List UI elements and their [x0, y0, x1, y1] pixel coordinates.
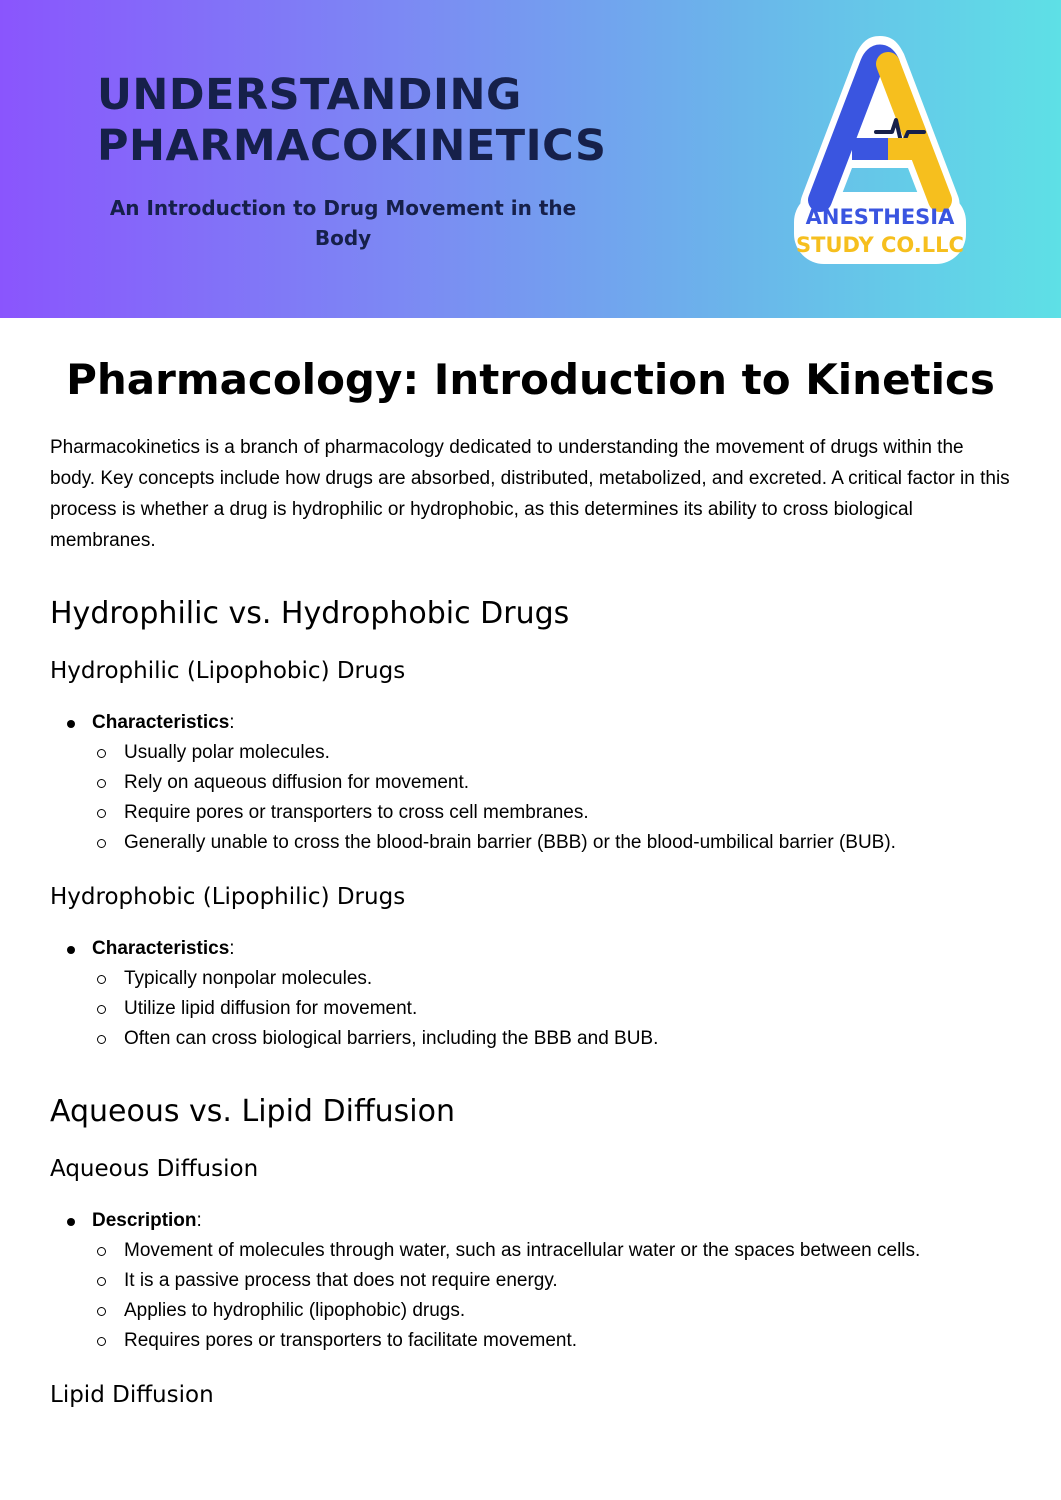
- intro-paragraph: Pharmacokinetics is a branch of pharmacology dedicated to understanding the movement of drugs within the body. Key concepts include how drugs are absorbed, distributed, metabolized, and excreted. A critical factor in this process is whether a drug is hydrophilic or hydrophobic, as this determines its ability to cross biological membranes.: [50, 437, 1010, 551]
- list-item: It is a passive process that does not require energy.: [92, 1266, 1010, 1296]
- sub-bullet-list: [92, 738, 1010, 858]
- document-body: [50, 432, 1010, 1412]
- subsection-heading: Hydrophilic (Lipophobic) Drugs: [50, 658, 406, 684]
- list-item: Typically nonpolar molecules.: [92, 964, 1010, 994]
- subsection-heading: Aqueous Diffusion: [50, 1156, 259, 1182]
- list-item: Movement of molecules through water, such as intracellular water or the spaces between cells.: [92, 1236, 1010, 1266]
- list-item: Applies to hydrophilic (lipophobic) drugs.: [92, 1296, 1010, 1326]
- anesthesia-study-logo: [790, 28, 970, 268]
- list-label: Description: [92, 1210, 197, 1231]
- sub-bullet-list: [92, 1236, 1010, 1356]
- list-item: Generally unable to cross the blood-brain barrier (BBB) or the blood-umbilical barrier (BUB).: [92, 828, 1010, 858]
- logo-text-line2: STUDY CO.LLC: [796, 233, 964, 257]
- list-item: Description: Movement of molecules through water, such as intracellular water or the spaces between cells. It is a passive process that does not require energy. Applies to hydrophilic (lipophobic) drugs. Requires pores or transporters to facilitate movement.: [50, 1206, 1010, 1356]
- list-item: Requires pores or transporters to facilitate movement.: [92, 1326, 1010, 1356]
- bullet-list: [50, 934, 1010, 1054]
- sub-bullet-list: [92, 964, 1010, 1054]
- section-heading: Aqueous vs. Lipid Diffusion: [50, 1094, 455, 1129]
- list-label: Characteristics: [92, 712, 230, 733]
- list-item: Rely on aqueous diffusion for movement.: [92, 768, 1010, 798]
- list-item: Often can cross biological barriers, including the BBB and BUB.: [92, 1024, 1010, 1054]
- logo-text-line1: ANESTHESIA: [805, 205, 955, 229]
- banner-subtitle: An Introduction to Drug Movement in the Body: [109, 196, 577, 250]
- section-heading: Hydrophilic vs. Hydrophobic Drugs: [50, 596, 570, 631]
- bullet-list: [50, 708, 1010, 858]
- header-banner: [0, 0, 1061, 318]
- banner-title: [97, 70, 606, 172]
- list-label: Characteristics: [92, 938, 230, 959]
- list-item: Utilize lipid diffusion for movement.: [92, 994, 1010, 1024]
- document-title: Pharmacology: Introduction to Kinetics: [66, 355, 995, 404]
- bullet-list: [50, 1206, 1010, 1356]
- list-item: Characteristics: Usually polar molecules. Rely on aqueous diffusion for movement. Require pores or transporters to cross cell membranes. Generally unable to cross the blood-brain barrier (BBB) or the blood-umbilical barrier (BUB).: [50, 708, 1010, 858]
- list-item: Usually polar molecules.: [92, 738, 1010, 768]
- subsection-heading: Hydrophobic (Lipophilic) Drugs: [50, 884, 406, 910]
- list-item: Require pores or transporters to cross cell membranes.: [92, 798, 1010, 828]
- list-item: Characteristics: Typically nonpolar molecules. Utilize lipid diffusion for movement. Often can cross biological barriers, including the BBB and BUB.: [50, 934, 1010, 1054]
- banner-title-line1: UNDERSTANDING: [97, 70, 522, 120]
- subsection-heading: Lipid Diffusion: [50, 1382, 214, 1408]
- banner-title-line2: PHARMACOKINETICS: [97, 121, 607, 171]
